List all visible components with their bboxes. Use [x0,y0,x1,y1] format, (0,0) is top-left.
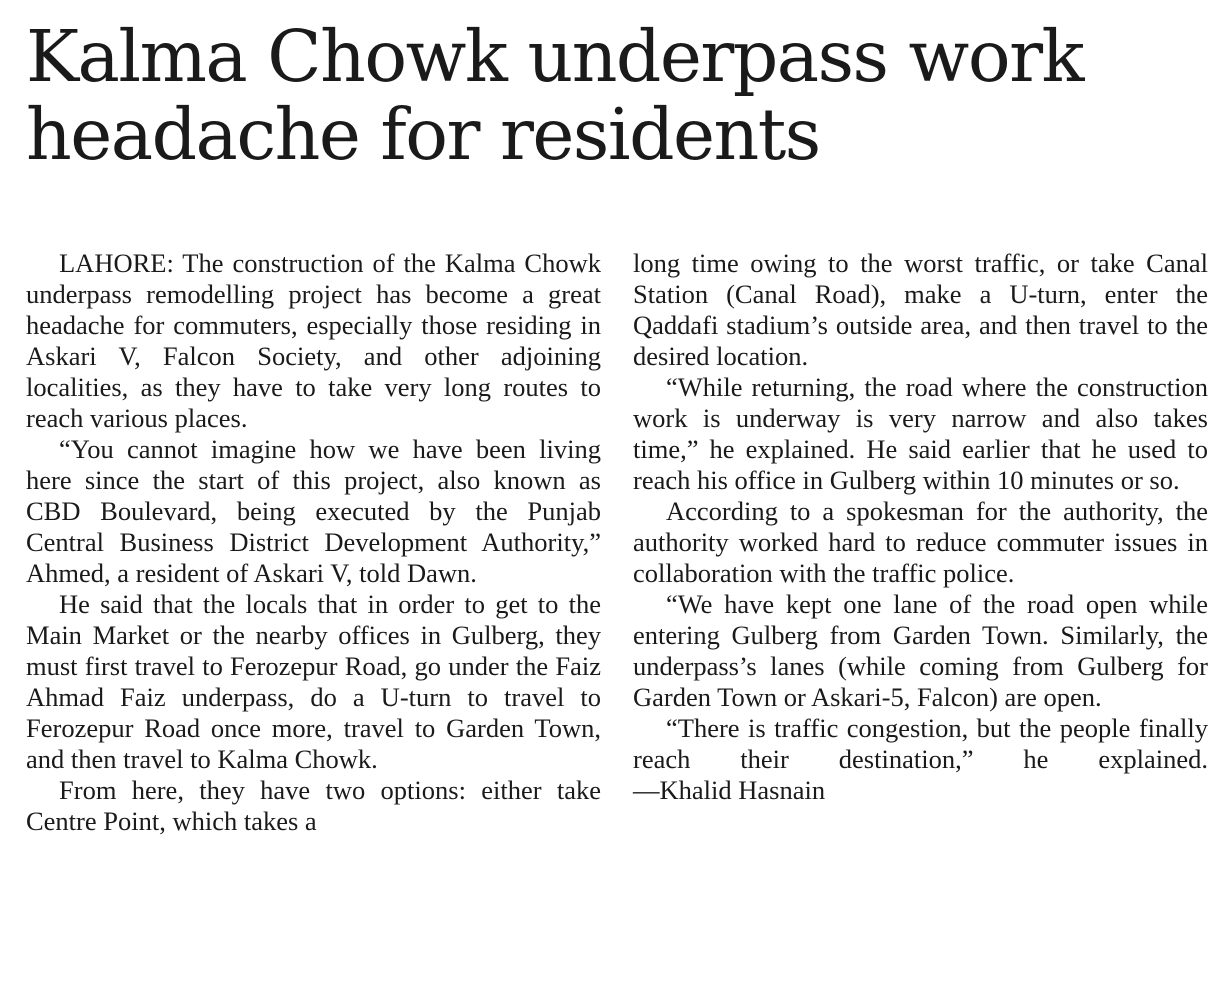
paragraph: From here, they have two options: either take Centre Point, which takes a [26,775,601,836]
paragraph-text: “There is traffic congestion, but the people finally reach their destination,” he explained. [633,713,1208,774]
paragraph: He said that the locals that in order to get to the Main Market or the nearby offices in Gulberg, they must first travel to Ferozepur Road, go under the Faiz Ahmad Faiz underpass, do a U-turn to travel to Ferozepur Road once more, travel to Garden Town, and then travel to Kalma Chowk. [26,589,601,774]
column-right [633,248,1208,837]
paragraph: “While returning, the road where the construction work is underway is very narrow and also takes time,” he explained. He said earlier that he used to reach his office in Gulberg within 10 minutes or so. [633,372,1208,495]
paragraph: “You cannot imagine how we have been living here since the start of this project, also known as CBD Boulevard, being executed by the Punjab Central Business District Development Authority,” Ahmed, a resident of Askari V, told Dawn. [26,434,601,588]
paragraph [633,713,1208,806]
article-headline: Kalma Chowk underpass work headache for residents [26,15,1084,176]
byline: —Khalid Hasnain [633,775,826,805]
paragraph: According to a spokesman for the authority, the authority worked hard to reduce commuter issues in collaboration with the traffic police. [633,496,1208,588]
paragraph: “We have kept one lane of the road open while entering Gulberg from Garden Town. Similarly, the underpass’s lanes (while coming from Gulberg for Garden Town or Askari-5, Falcon) are open. [633,589,1208,712]
paragraph-continued: long time owing to the worst traffic, or take Canal Station (Canal Road), make a U-turn, enter the Qaddafi stadium’s outside area, and then travel to the desired location. [633,248,1208,371]
column-left [26,248,601,837]
article-body [26,248,1208,837]
paragraph: LAHORE: The construction of the Kalma Chowk underpass remodelling project has become a great headache for commuters, especially those residing in Askari V, Falcon Society, and other adjoining localities, as they have to take very long routes to reach various places. [26,248,601,433]
